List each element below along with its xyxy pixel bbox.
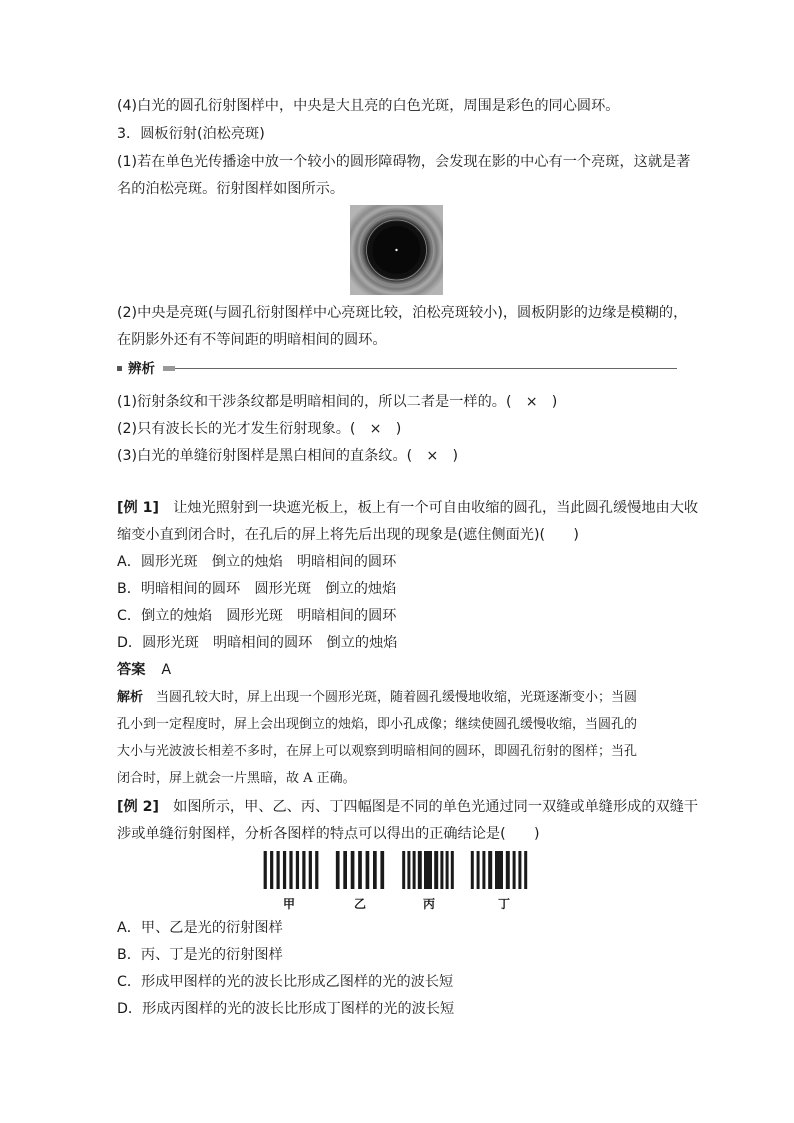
example2-stem-line1: [117, 797, 698, 817]
divider-line: [163, 368, 677, 369]
example1-explanation-line3: 大小与光波波长相差不多时，在屏上可以观察到明暗相间的圆环，即圆孔衍射的图样；当孔: [117, 744, 638, 759]
dark-fringe: [434, 851, 438, 889]
paragraph-shadow-edge-line1: (2)中央是亮斑(与圆孔衍射图样中心亮斑比较，泊松亮斑较小)，圆板阴影的边缘是模糊的，: [117, 305, 688, 321]
divider-accent: [163, 366, 175, 371]
dark-fringe: [289, 851, 292, 889]
paragraph-white-light-circular-diffraction: (4)白光的圆孔衍射图样中，中央是大且亮的白色光斑，周围是彩色的同心圆环。: [117, 98, 620, 114]
dark-fringe: [477, 851, 480, 889]
dark-fringe: [446, 851, 449, 889]
square-bullet-icon: [117, 366, 122, 371]
fringe-patterns-figure: [258, 851, 538, 917]
paragraph-shadow-edge-line2: 在阴影外还有不等间距的明暗相间的圆环。: [117, 332, 387, 348]
dark-fringe: [451, 851, 454, 889]
dark-fringe: [407, 851, 410, 889]
fringe-panel-bing: [400, 851, 456, 889]
example2-option-c: C．形成甲图样的光的波长比形成乙图样的光的波长短: [117, 974, 454, 990]
dark-fringe: [358, 851, 362, 889]
dark-fringe: [506, 851, 510, 889]
example2-option-b: B．丙、丁是光的衍射图样: [117, 947, 283, 963]
explanation-text: 当圆孔较大时，屏上出现一个圆形光斑，随着圆孔缓慢地收缩，光斑逐渐变小；当圆: [143, 690, 638, 705]
example2-stem-text: 如图所示，甲、乙、丙、丁四幅图是不同的单色光通过同一双缝或单缝形成的双缝干: [158, 799, 699, 815]
example1-stem-text: 让烛光照射到一块遮光板上，板上有一个可自由收缩的圆孔，当此圆孔缓慢地由大收: [158, 500, 699, 516]
example2-stem-line2: 涉或单缝衍射图样，分析各图样的特点可以得出的正确结论是( ): [117, 826, 540, 842]
poisson-bright-spot: [395, 249, 397, 251]
dark-fringe: [336, 851, 340, 889]
example1-option-d: D．圆形光斑 明暗相间的圆环 倒立的烛焰: [117, 635, 398, 651]
fringe-label-yi: 乙: [354, 897, 367, 911]
example2-option-d: D．形成丙图样的光的波长比形成丁图样的光的波长短: [117, 1001, 455, 1017]
dark-fringe: [402, 851, 405, 889]
answer-value: A: [161, 662, 172, 678]
dark-fringe: [513, 851, 516, 889]
dark-fringe: [471, 851, 474, 889]
bianxi-label: 辨析: [128, 361, 155, 377]
poisson-spot-figure: [350, 205, 443, 295]
fringe-panel-ding: [468, 851, 530, 889]
explanation-label: 解析: [117, 690, 144, 705]
dark-fringe: [440, 851, 443, 889]
bianxi-section-header: [117, 360, 677, 378]
dark-fringe: [302, 851, 305, 889]
dark-fringe: [264, 851, 267, 889]
dark-fringe: [366, 851, 370, 889]
example2-tag: [例 2]: [117, 799, 159, 815]
fringe-label-jia: 甲: [283, 897, 296, 911]
answer-label: 答案: [117, 662, 146, 678]
dark-fringe: [418, 851, 422, 889]
fringe-patterns-svg: [258, 851, 538, 893]
dark-fringe: [309, 851, 312, 889]
dark-fringe: [424, 851, 432, 889]
dark-fringe: [373, 851, 377, 889]
dark-fringe: [524, 851, 527, 889]
example1-explanation-line1: [117, 688, 637, 708]
bianxi-item-2: (2)只有波长长的光才发生衍射现象。( × ): [117, 421, 402, 437]
dark-fringe: [380, 851, 384, 889]
example1-explanation-line2: 孔小到一定程度时，屏上会出现倒立的烛焰，即小孔成像；继续使圆孔缓慢收缩，当圆孔的: [117, 717, 638, 732]
dark-fringe: [495, 851, 503, 889]
dark-fringe: [482, 851, 485, 889]
dark-fringe: [277, 851, 280, 889]
dark-fringe: [315, 851, 318, 889]
dark-fringe: [351, 851, 355, 889]
fringe-label-ding: 丁: [498, 897, 511, 911]
example1-answer: [117, 660, 171, 680]
example1-explanation-line4: 闭合时，屏上就会一片黑暗，故 A 正确。: [117, 771, 356, 786]
bianxi-item-3: (3)白光的单缝衍射图样是黑白相间的直条纹。( × ): [117, 448, 458, 464]
example1-option-c: C．倒立的烛焰 圆形光斑 明暗相间的圆环: [117, 608, 397, 624]
bianxi-item-1: (1)衍射条纹和干涉条纹都是明暗相间的，所以二者是一样的。( × ): [117, 394, 558, 410]
dark-fringe: [283, 851, 286, 889]
fringe-panel-yi: [334, 851, 386, 889]
dark-fringe: [518, 851, 521, 889]
paragraph-poisson-spot-line1: (1)若在单色光传播途中放一个较小的圆形障碍物，会发现在影的中心有一个亮斑，这就是著: [117, 154, 691, 170]
dark-fringe: [343, 851, 347, 889]
fringe-panel-jia: [262, 851, 320, 889]
paragraph-poisson-spot-line2: 名的泊松亮斑。衍射图样如图所示。: [117, 181, 345, 197]
dark-fringe: [296, 851, 299, 889]
dark-fringe: [488, 851, 492, 889]
example1-stem-line2: 缩变小直到闭合时，在孔后的屏上将先后出现的现象是(遮住侧面光)( ): [117, 527, 579, 543]
example1-option-b: B．明暗相间的圆环 圆形光斑 倒立的烛焰: [117, 581, 397, 597]
example1-stem-line1: [117, 498, 698, 518]
fringe-label-bing: 丙: [423, 897, 436, 911]
dark-fringe: [413, 851, 416, 889]
dark-fringe: [270, 851, 273, 889]
example1-tag: [例 1]: [117, 500, 159, 516]
heading-disk-diffraction: 3．圆板衍射(泊松亮斑): [117, 126, 265, 142]
example1-option-a: A．圆形光斑 倒立的烛焰 明暗相间的圆环: [117, 554, 397, 570]
example2-option-a: A．甲、乙是光的衍射图样: [117, 920, 283, 936]
